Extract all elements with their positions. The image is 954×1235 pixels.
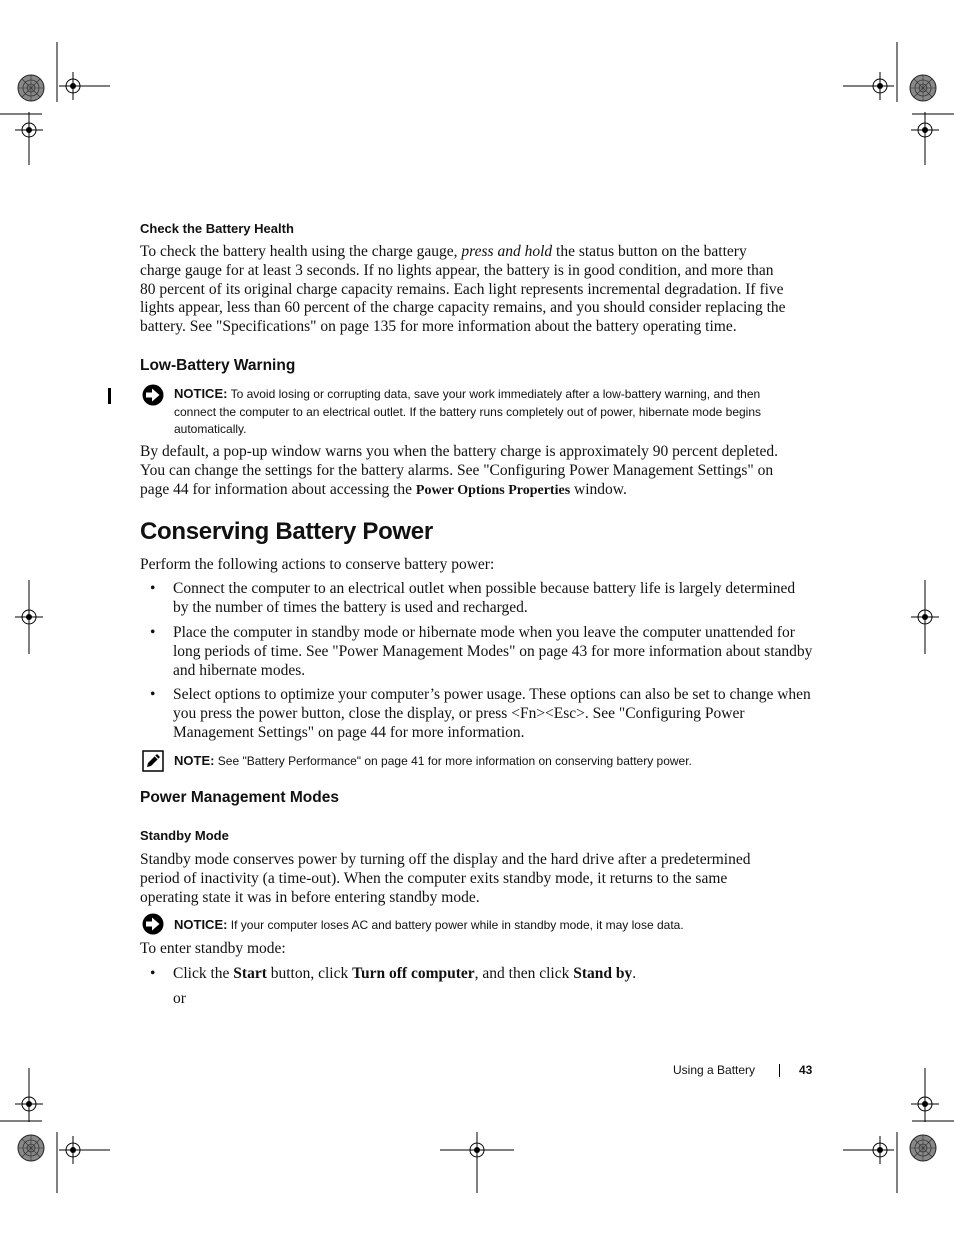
- bullet-dot: •: [150, 580, 156, 597]
- notice-label: NOTICE:: [174, 386, 228, 401]
- notice-label: NOTICE:: [174, 917, 228, 932]
- heading-power-management-modes: Power Management Modes: [140, 789, 339, 806]
- low-battery-paragraph: By default, a pop-up window warns you when the battery charge is approximately 90 percent depleted. You can change the settings for the battery alarms. See "Configuring Power Management Settings" on page 44 for information about accessing the Power Options Properties window.: [140, 443, 779, 498]
- stand-by-ref: Stand by: [573, 965, 633, 982]
- notice-standby-data-loss: NOTICE: If your computer loses AC and battery power while in standby mode, it may lose data.: [174, 917, 684, 932]
- to-enter-standby: To enter standby mode:: [140, 940, 286, 957]
- bullet-dot: •: [150, 965, 156, 982]
- note-pencil-icon: [142, 750, 164, 772]
- power-options-properties-ref: Power Options Properties: [415, 482, 571, 498]
- battery-health-paragraph: To check the battery health using the charge gauge, press and hold the status button on the battery charge gauge for at least 3 seconds. If no lights appear, the battery is in good condition, and more than 80 percent of its original charge capacity remains. Each light represents incremental degradation. If five lights appear, less than 60 percent of the charge capacity remains, and you should consider replacing the battery. See "Specifications" on page 135 for more information about the battery operating time.: [140, 243, 786, 336]
- emphasis-press-and-hold: press and hold: [461, 243, 553, 260]
- notice-low-battery: NOTICE: To avoid losing or corrupting data, save your work immediately after a low-battery warning, and then connect the computer to an electrical outlet. If the battery runs completely out of power, hibernate mode begins automatically.: [174, 386, 762, 436]
- conserving-intro: Perform the following actions to conserve battery power:: [140, 556, 495, 573]
- bullet-dot: •: [150, 686, 156, 703]
- or-text: or: [173, 990, 186, 1007]
- list-item: Click the Start button, click Turn off computer, and then click Stand by.: [173, 965, 637, 982]
- standby-paragraph: Standby mode conserves power by turning off the display and the hard drive after a predetermined period of inactivity (a time-out). When the computer exits standby mode, it returns to the same operating state it was in before entering standby mode.: [140, 851, 751, 906]
- note-label: NOTE:: [174, 753, 215, 768]
- footer-section-title: Using a Battery: [673, 1063, 756, 1077]
- notice-arrow-icon: [141, 384, 165, 406]
- list-item: Select options to optimize your computer’s power usage. These options can also be set to change when you press the power button, close the display, or press <Fn><Esc>. See "Configuring Power Management Settings" on page 44 for more information.: [173, 686, 811, 741]
- heading-conserving-battery-power: Conserving Battery Power: [140, 518, 433, 545]
- change-bar: [108, 388, 111, 404]
- note-battery-performance: NOTE: See "Battery Performance" on page 41 for more information on conserving battery power.: [174, 753, 692, 768]
- page-number: 43: [799, 1063, 813, 1077]
- footer-divider: [779, 1064, 780, 1077]
- bullet-dot: •: [150, 624, 156, 641]
- heading-standby-mode: Standby Mode: [140, 828, 229, 843]
- list-item: Place the computer in standby mode or hibernate mode when you leave the computer unattended for long periods of time. See "Power Management Modes" on page 43 for more information about standby and hibernate modes.: [173, 624, 813, 679]
- heading-check-battery-health: Check the Battery Health: [140, 221, 294, 236]
- notice-arrow-icon: [141, 913, 165, 935]
- list-item: Connect the computer to an electrical outlet when possible because battery life is largely determined by the number of times the battery is used and recharged.: [173, 580, 796, 616]
- turn-off-computer-ref: Turn off computer: [352, 965, 475, 982]
- start-ref: Start: [233, 965, 267, 982]
- heading-low-battery-warning: Low-Battery Warning: [140, 357, 296, 374]
